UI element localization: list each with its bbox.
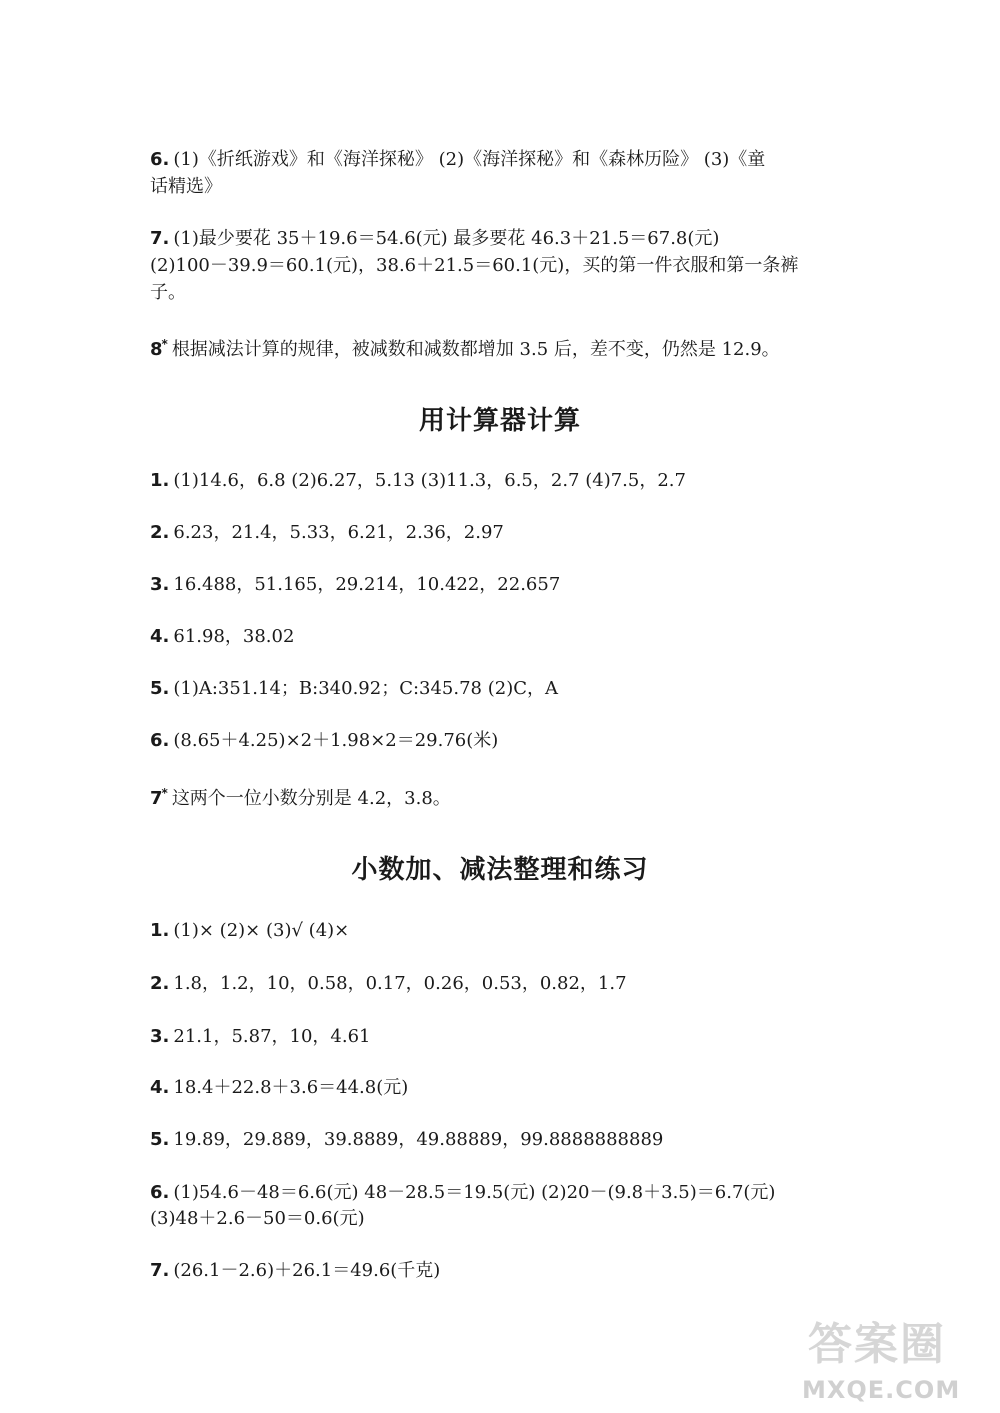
item-number: 6. xyxy=(150,730,170,751)
answer-text: (3)48＋2.6－50＝0.6(元) xyxy=(150,1208,365,1229)
answer-line xyxy=(150,1258,850,1284)
item-number xyxy=(150,339,168,360)
answer-text: (1)最少要花 35＋19.6＝54.6(元) 最多要花 46.3＋21.5＝67.8(元) xyxy=(173,228,720,249)
answer-line xyxy=(150,147,850,173)
answer-text: 21.1，5.87，10，4.61 xyxy=(173,1026,371,1047)
answer-line xyxy=(150,1024,850,1050)
answer-line xyxy=(150,1075,850,1101)
item-number: 4. xyxy=(150,626,170,647)
watermark-top: 答案圈 xyxy=(808,1319,946,1370)
item-number: 3. xyxy=(150,574,170,595)
item-number: 1. xyxy=(150,470,170,491)
section-title: 用计算器计算 xyxy=(418,406,581,436)
answer-line xyxy=(150,676,850,702)
answer-text: 子。 xyxy=(150,282,186,303)
answer-text: (8.65＋4.25)×2＋1.98×2＝29.76(米) xyxy=(173,730,499,751)
answer-text: 话精选》 xyxy=(150,176,222,197)
watermark-url: MXQE.COM xyxy=(802,1376,961,1404)
section-title: 小数加、减法整理和练习 xyxy=(351,855,649,885)
answer-line xyxy=(150,728,850,754)
answer-text: (2)100－39.9＝60.1(元)，38.6＋21.5＝60.1(元)，买的第一件衣服和第一条裤 xyxy=(150,255,799,276)
answer-text: 61.98，38.02 xyxy=(173,626,295,647)
item-number: 2. xyxy=(150,973,170,994)
answer-line xyxy=(150,1206,850,1232)
answer-text: 16.488，51.165，29.214，10.422，22.657 xyxy=(173,574,561,595)
answer-text: (26.1－2.6)＋26.1＝49.6(千克) xyxy=(173,1260,441,1281)
item-number: 1. xyxy=(150,920,170,941)
answer-text: (1)A:351.14；B:340.92；C:345.78 (2)C，A xyxy=(173,678,559,699)
item-number: 6. xyxy=(150,149,170,170)
answer-text: (1)× (2)× (3)√ (4)× xyxy=(173,920,350,941)
answer-line xyxy=(150,174,850,200)
item-number: 6. xyxy=(150,1182,170,1203)
answer-text: 根据减法计算的规律，被减数和减数都增加 3.5 后，差不变，仍然是 12.9。 xyxy=(171,339,780,360)
answer-text: 18.4＋22.8＋3.6＝44.8(元) xyxy=(173,1077,409,1098)
answer-text: 1.8，1.2，10，0.58，0.17，0.26，0.53，0.82，1.7 xyxy=(173,973,627,994)
item-number: 3. xyxy=(150,1026,170,1047)
answer-text: (1)14.6，6.8 (2)6.27，5.13 (3)11.3，6.5，2.7 (4)7.5，2.7 xyxy=(173,470,686,491)
answer-text: 这两个一位小数分别是 4.2，3.8。 xyxy=(171,788,451,809)
answer-text: 6.23，21.4，5.33，6.21，2.36，2.97 xyxy=(173,522,504,543)
answer-text: (1)54.6－48＝6.6(元) 48－28.5＝19.5(元) (2)20－(9.8＋3.5)＝6.7(元) xyxy=(173,1182,776,1203)
item-number: 7. xyxy=(150,1260,170,1281)
item-number-digit: 7 xyxy=(150,788,163,809)
answer-line xyxy=(150,971,850,997)
item-number: 4. xyxy=(150,1077,170,1098)
item-number: 2. xyxy=(150,522,170,543)
answer-line xyxy=(150,468,850,494)
answer-line xyxy=(150,253,850,279)
answer-line xyxy=(150,572,850,598)
answer-text: (1)《折纸游戏》和《海洋探秘》 (2)《海洋探秘》和《森林历险》 (3)《童 xyxy=(173,149,766,170)
item-number-digit: 8 xyxy=(150,339,163,360)
answer-line xyxy=(150,918,850,944)
watermark-logo xyxy=(790,1320,980,1410)
challenge-star: * xyxy=(161,786,168,800)
challenge-star: * xyxy=(161,337,168,351)
answer-line xyxy=(150,780,850,812)
answer-line xyxy=(150,331,850,363)
answer-line xyxy=(150,520,850,546)
answer-line xyxy=(150,624,850,650)
item-number: 5. xyxy=(150,1129,170,1150)
answer-line xyxy=(150,280,850,306)
answer-line xyxy=(150,1180,850,1206)
item-number: 5. xyxy=(150,678,170,699)
item-number xyxy=(150,788,168,809)
answer-text: 19.89，29.889，39.8889，49.88889，99.8888888889 xyxy=(173,1129,664,1150)
item-number: 7. xyxy=(150,228,170,249)
answer-line xyxy=(150,226,850,252)
answer-line xyxy=(150,1127,850,1153)
